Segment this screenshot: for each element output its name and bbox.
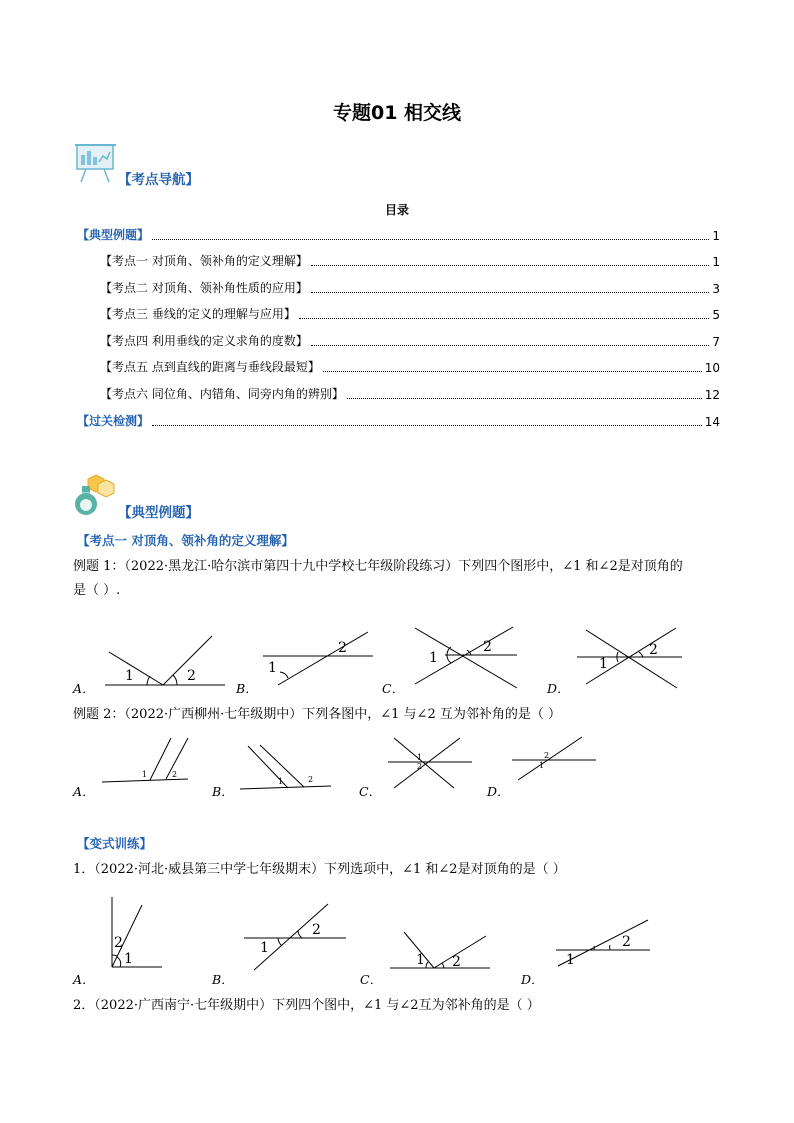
nav-heading: 【考点导航】 — [118, 172, 199, 188]
ex1-figure-c — [405, 622, 525, 692]
toc-leader — [152, 239, 709, 240]
toc-row[interactable] — [100, 357, 720, 375]
example-1-text — [73, 555, 733, 603]
toc-label: 【考点六 同位角、内错角、同旁内角的辨别】 — [100, 387, 344, 401]
option-a[interactable]: A． — [73, 972, 95, 987]
toc-page: 10 — [704, 361, 720, 375]
angle-1-label: 1 — [566, 952, 575, 968]
toc-label: 【考点三 垂线的定义的理解与应用】 — [100, 307, 296, 321]
toc-leader — [311, 292, 710, 293]
angle-2-label: 2 — [338, 640, 347, 656]
toc-row[interactable] — [77, 411, 720, 429]
toc-leader — [299, 318, 710, 319]
angle-2-label: 2 — [114, 935, 123, 951]
examples-heading: 【典型例题】 — [118, 505, 199, 521]
option-c[interactable]: C． — [360, 972, 383, 987]
ex2-figure-c — [384, 734, 476, 792]
angle-2-label: 2 — [308, 775, 314, 784]
angle-1-label: 1 — [429, 650, 438, 666]
angle-2-label: 2 — [544, 751, 550, 760]
toc-leader — [347, 398, 702, 399]
angle-1-label: 1 — [599, 656, 608, 672]
toc-label: 【考点四 利用垂线的定义求角的度数】 — [100, 334, 308, 348]
toc-page: 7 — [712, 335, 720, 349]
angle-2-label: 2 — [172, 770, 178, 779]
v1-figure-a — [104, 895, 164, 970]
option-a[interactable]: A． — [73, 784, 95, 799]
toc-leader — [323, 371, 702, 372]
toc-page: 14 — [704, 415, 720, 429]
toc-title: 目录 — [384, 203, 409, 217]
ex1-figure-d — [572, 622, 687, 692]
toc-leader — [311, 265, 710, 266]
angle-1-label: 1 — [416, 952, 425, 968]
angle-2-label: 2 — [649, 642, 658, 658]
option-a[interactable]: A． — [73, 681, 95, 696]
variant-2-text: 2．（2022·广西南宁·七年级期中）下列四个图中，∠1 与∠2互为邻补角的是（ ） — [73, 998, 540, 1013]
option-d[interactable]: D． — [521, 972, 544, 987]
ex1-figure-b — [258, 630, 378, 692]
angle-2-label: 2 — [312, 922, 321, 938]
toc-leader — [311, 345, 710, 346]
toc-page: 12 — [704, 388, 720, 402]
option-d[interactable]: D． — [487, 784, 510, 799]
option-c[interactable]: C． — [359, 784, 382, 799]
angle-1-label: 1 — [278, 777, 284, 786]
ex2-figure-a — [98, 735, 193, 785]
toc-row[interactable] — [100, 278, 720, 296]
angle-2-label: 2 — [187, 668, 196, 684]
toc-page: 5 — [712, 308, 720, 322]
ex1-figure-a — [95, 630, 230, 692]
kaodian-heading: 【考点一 对顶角、领补角的定义理解】 — [77, 533, 294, 548]
angle-2-label: 2 — [452, 954, 461, 970]
option-d[interactable]: D． — [547, 681, 570, 696]
angle-1-label: 1 — [124, 951, 133, 967]
toc-label: 【考点二 对顶角、领补角性质的应用】 — [100, 281, 308, 295]
angle-2-label: 2 — [622, 934, 631, 950]
page-title: 专题01 相交线 — [332, 102, 462, 124]
toc-row[interactable] — [77, 225, 720, 243]
toc-label: 【过关检测】 — [77, 414, 150, 428]
toc-page: 1 — [712, 229, 720, 243]
toc-page: 3 — [712, 282, 720, 296]
option-b[interactable]: B． — [236, 681, 258, 696]
toc-label: 【典型例题】 — [77, 228, 150, 242]
example-1-line2: 是（ ）. — [73, 583, 121, 598]
angle-1-label: 1 — [125, 668, 134, 684]
toc-row[interactable] — [100, 384, 720, 402]
presentation-board-icon — [74, 142, 120, 184]
ex2-figure-d — [510, 734, 600, 792]
option-b[interactable]: B． — [212, 784, 234, 799]
toc-label: 【考点五 点到直线的距离与垂线段最短】 — [100, 360, 320, 374]
variant-heading: 【变式训练】 — [77, 836, 153, 851]
example-2-text: 例题 2：（2022·广西柳州·七年级期中）下列各图中，∠1 与∠2 互为邻补角的是（ ） — [73, 707, 561, 722]
example-1-line1: 例题 1：（2022·黑龙江·哈尔滨市第四十九中学校七年级阶段练习）下列四个图形中，∠1 和∠2是对顶角的 — [73, 559, 683, 574]
toc-row[interactable] — [100, 331, 720, 349]
toc-row[interactable] — [100, 304, 720, 322]
angle-1-label: 1 — [268, 660, 277, 676]
flask-icon — [74, 472, 120, 514]
option-b[interactable]: B． — [212, 972, 234, 987]
angle-1-label: 1 — [539, 761, 545, 770]
angle-2-label: 2 — [417, 762, 423, 771]
variant-1-text: 1．（2022·河北·威县第三中学七年级期末）下列选项中，∠1 和∠2是对顶角的是（ ） — [73, 862, 566, 877]
v1-figure-b — [242, 900, 350, 972]
angle-1-label: 1 — [417, 753, 423, 762]
v1-figure-c — [386, 924, 494, 972]
angle-1-label: 1 — [260, 940, 269, 956]
toc-label: 【考点一 对顶角、领补角的定义理解】 — [100, 254, 308, 268]
option-c[interactable]: C． — [382, 681, 405, 696]
toc-page: 1 — [712, 255, 720, 269]
toc-row[interactable] — [100, 251, 720, 269]
angle-1-label: 1 — [142, 770, 148, 779]
v1-figure-d — [554, 916, 654, 968]
angle-2-label: 2 — [483, 639, 492, 655]
toc-leader — [152, 425, 702, 426]
ex2-figure-b — [236, 742, 336, 792]
